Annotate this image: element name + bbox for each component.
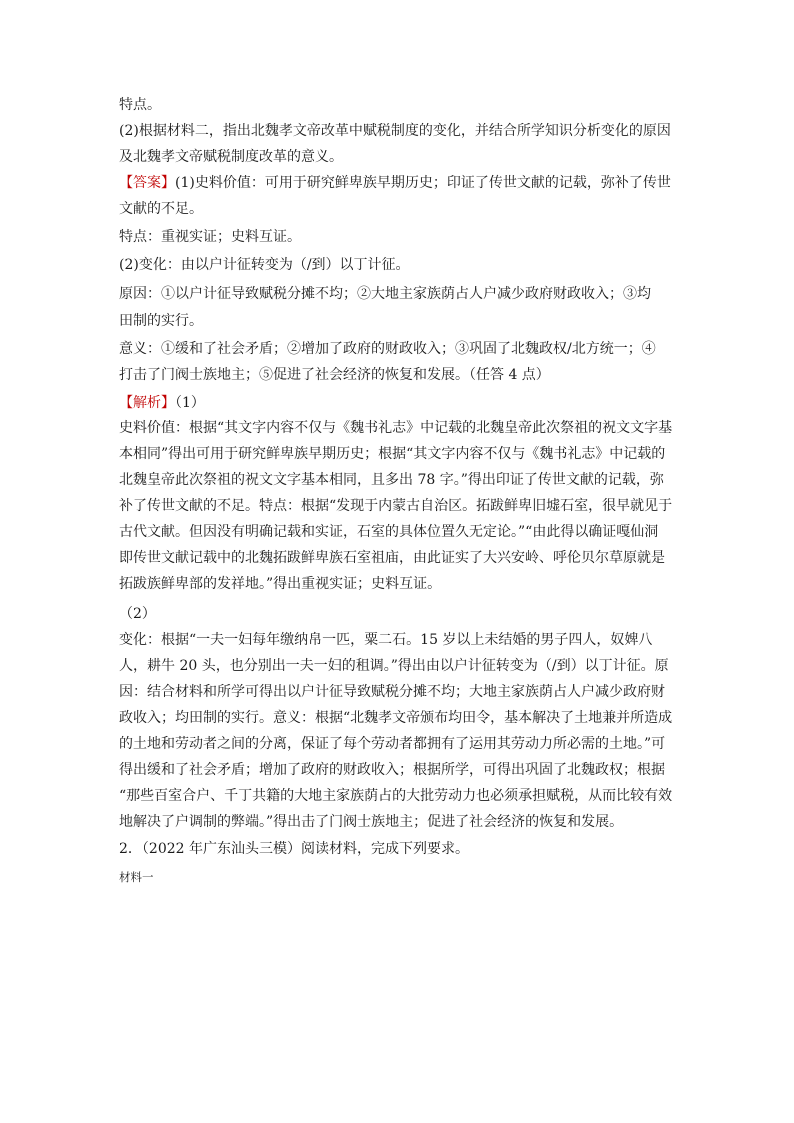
analysis-line: 本相同”得出可用于研究鲜卑族早期历史；根据“其文字内容不仅与《魏书礼志》中记载的	[119, 446, 666, 462]
analysis-line: 得出缓和了社会矛盾；增加了政府的财政收入；根据所学，可得出巩固了北魏政权；根据	[119, 762, 665, 778]
answer-line: 田制的实行。	[119, 313, 203, 329]
analysis-line: 即传世文献记载中的北魏拓跋鲜卑族石室祖庙，由此证实了大兴安岭、呼伦贝尔草原就是	[119, 550, 665, 566]
analysis-line: 拓跋族鲜卑部的发祥地。”得出重视实证；史料互证。	[119, 576, 442, 592]
analysis-tag: 【解析】	[119, 395, 175, 411]
answer-line: 意义：①缓和了社会矛盾；②增加了政府的财政收入；③巩固了北魏政权/北方统一；④	[119, 341, 656, 357]
answer-line: 文献的不足。	[119, 201, 203, 217]
analysis-line: 地解决了户调制的弊端。”得出击了门阀士族地主；促进了社会经济的恢复和发展。	[119, 814, 624, 830]
question-line: 及北魏孝文帝赋税制度改革的意义。	[119, 149, 343, 165]
analysis-line: 北魏皇帝此次祭祖的祝文文字基本相同，且多出 78 字。”得出印证了传世文献的记载，弥	[119, 472, 664, 488]
answer-tag: 【答案】	[119, 175, 175, 191]
answer-line: 打击了门阀士族地主；⑤促进了社会经济的恢复和发展。（任答 4 点）	[119, 367, 550, 383]
analysis-line: 古代文献。但因没有明确记载和实证，石室的具体位置久无定论。”“由此得以确证嘎仙洞	[119, 524, 659, 540]
question-line: (2)根据材料二，指出北魏孝文帝改革中赋税制度的变化，并结合所学知识分析变化的原因	[119, 123, 671, 139]
analysis-part-number: （1）	[175, 395, 205, 411]
answer-line	[119, 170, 671, 196]
analysis-line: 补了传世文献的不足。特点：根据“发现于内蒙古自治区。拓跋鲜卑旧墟石室，很早就见于	[119, 498, 673, 514]
material-label: 材料一	[119, 870, 154, 884]
answer-text: (1)史料价值：可用于研究鲜卑族早期历史；印证了传世文献的记载，弥补了传世	[175, 175, 671, 191]
analysis-heading	[119, 390, 205, 416]
answer-line: 特点：重视实证；史料互证。	[119, 229, 301, 245]
analysis-line: 史料价值：根据“其文字内容不仅与《魏书礼志》中记载的北魏皇帝此次祭祖的祝文文字基	[119, 420, 673, 436]
answer-line: 原因：①以户计征导致赋税分摊不均；②大地主家族荫占人户减少政府财政收入；③均	[119, 286, 651, 302]
question-heading: 2．（2022 年广东汕头三模）阅读材料，完成下列要求。	[119, 841, 469, 857]
analysis-line: “那些百室合户、千丁共籍的大地主家族荫占的大批劳动力也必须承担赋税，从而比较有效	[119, 788, 673, 804]
analysis-line: 因：结合材料和所学可得出以户计征导致赋税分摊不均；大地主家族荫占人户减少政府财	[119, 684, 665, 700]
analysis-line: 政收入；均田制的实行。意义：根据“北魏孝文帝颁布均田令，基本解决了土地兼并所造成	[119, 710, 673, 726]
answer-line: (2)变化：由以户计征转变为（/到）以丁计征。	[119, 257, 410, 273]
analysis-part-number: （2）	[119, 606, 156, 622]
analysis-line: 的土地和劳动者之间的分离，保证了每个劳动者都拥有了运用其劳动力所必需的土地。”可	[119, 736, 666, 752]
text-line: 特点。	[119, 97, 161, 113]
analysis-line: 人，耕牛 20 头，也分别出一夫一妇的租调。”得出由以户计征转变为（/到）以丁计征。原	[119, 658, 669, 674]
analysis-line: 变化：根据“一夫一妇每年缴纳帛一匹，粟二石。15 岁以上未结婚的男子四人，奴婢八	[119, 632, 653, 648]
